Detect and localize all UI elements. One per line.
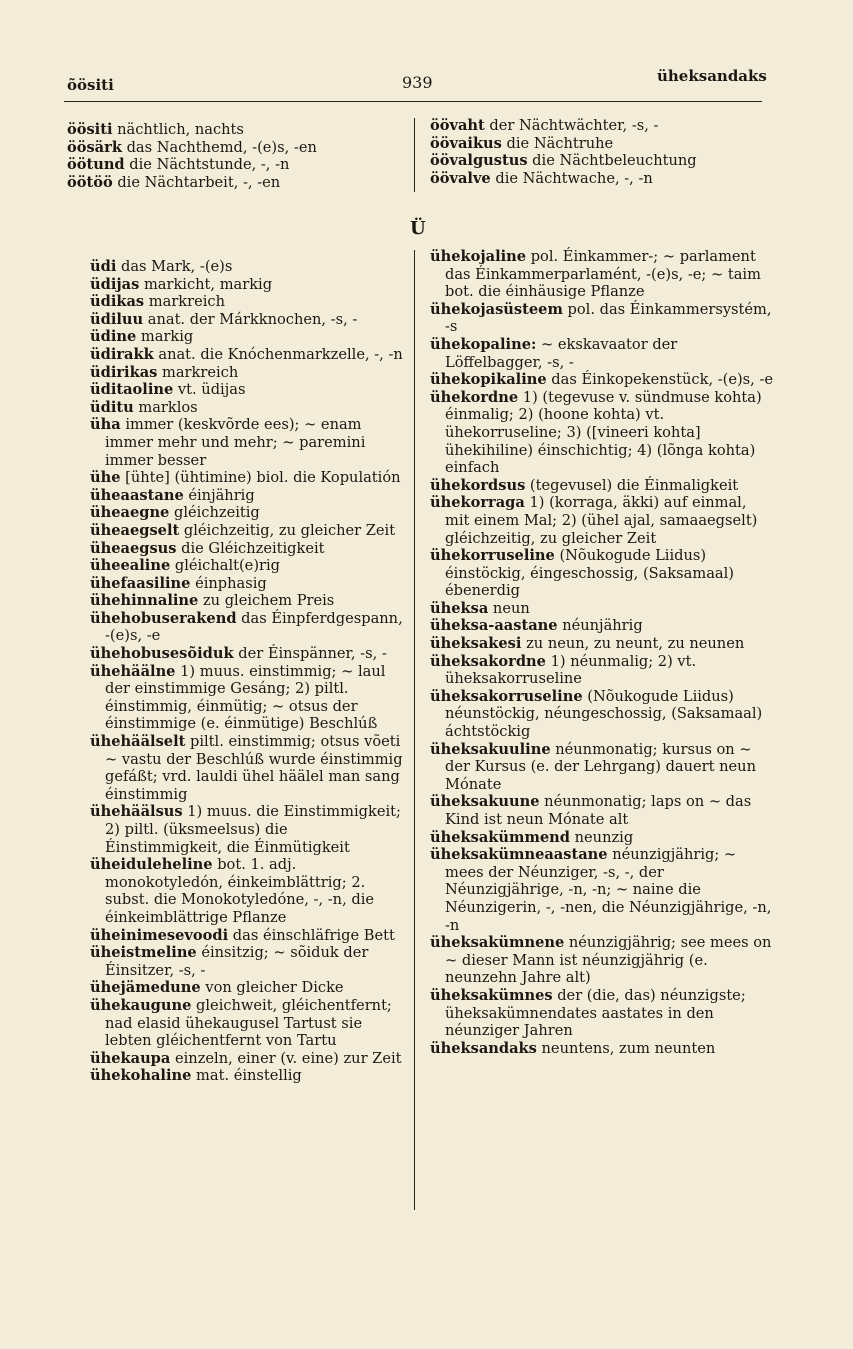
dictionary-entry: [430, 389, 775, 477]
dictionary-entry: [90, 944, 404, 979]
dictionary-entry: [90, 293, 404, 311]
entry-headword: üdijas: [90, 275, 140, 293]
dictionary-entry: [430, 741, 775, 794]
entry-definition: das éinschläfrige Bett: [228, 926, 395, 944]
column-divider-top: [414, 118, 415, 192]
entry-headword: öövalgustus: [430, 152, 528, 170]
entry-definition: anat. der Márkknochen, -s, -: [143, 310, 358, 328]
dictionary-entry: [90, 663, 404, 733]
dictionary-entry: [430, 477, 775, 495]
entry-definition: bot. 1. adj. monokotyledón, éinkeimblättrig; 2. subst. die Monokotyledóne, -, -n, die éinkeimblättrige Pflanze: [105, 856, 375, 926]
entry-headword: üheinimesevoodi: [90, 926, 229, 944]
dictionary-entry: [430, 547, 775, 600]
dictionary-entry: [90, 979, 404, 997]
dictionary-entry: [90, 557, 404, 575]
dictionary-entry: [90, 1067, 404, 1085]
dictionary-entry: [90, 276, 404, 294]
dictionary-entry: [430, 117, 750, 135]
entry-definition: néunmonatig; laps on ~ das Kind ist neun Mónate alt: [445, 793, 752, 828]
entry-definition: nächtlich, nachts: [112, 121, 244, 138]
entry-headword: ühekorraga: [430, 494, 525, 512]
entry-definition: die Nächtstunde, -, -n: [124, 156, 290, 174]
section-letter: Ü: [410, 218, 426, 239]
entry-headword: üdi: [90, 258, 117, 275]
entry-definition: vt. üdijas: [173, 381, 246, 399]
entry-headword: öövalve: [430, 169, 491, 187]
entry-headword: üheksandaks: [430, 1039, 537, 1057]
entry-definition: 1) (tegevuse v. sündmuse kohta) éinmalig; 2) (hoone kohta) vt. ühekorruseline; 3) ([vineeri kohta] ühekihiline) éinschichtig; 4) (lõnga kohta) einfach: [445, 388, 762, 477]
entry-headword: üheksakuuline: [430, 740, 551, 758]
top-left-column: [67, 121, 402, 191]
dictionary-entry: [90, 592, 404, 610]
entry-definition: éinsitzig; ~ sõiduk der Éinsitzer, -s, -: [105, 944, 369, 979]
dictionary-entry: [90, 927, 404, 945]
dictionary-entry: [430, 371, 775, 389]
entry-headword: üheksa: [430, 599, 489, 617]
dictionary-entry: [90, 610, 404, 645]
entry-definition: immer (keskvõrde ees); ~ enam immer mehr und mehr; ~ paremini immer besser: [105, 416, 366, 469]
dictionary-entry: [90, 364, 404, 382]
entry-definition: 1) muus. die Einstimmigkeit; 2) piltl. (üksmeelsus) die Éinstimmigkeit, die Éinmütigkeit: [105, 803, 401, 856]
dictionary-entry: [90, 399, 404, 417]
left-column: [90, 258, 404, 1085]
entry-headword: ühehobusesõiduk: [90, 645, 234, 663]
entry-definition: das Éinkopekenstück, -(e)s, -e: [546, 371, 774, 389]
entry-headword: üheksakesi: [430, 635, 522, 653]
entry-definition: markicht, markig: [139, 275, 273, 293]
column-divider-main: [414, 250, 415, 1210]
entry-definition: (tegevusel) die Éinmaligkeit: [525, 476, 739, 494]
entry-headword: öötöö: [67, 173, 113, 191]
entry-definition: der (die, das) néunzigste; üheksakümnendates aastates in den néunziger Jahren: [445, 986, 746, 1040]
entry-definition: die Gléichzeitigkeit: [176, 539, 325, 557]
dictionary-entry: [430, 653, 775, 688]
dictionary-entry: [90, 487, 404, 505]
dictionary-entry: [430, 1040, 775, 1058]
entry-headword: üheksakorruseline: [430, 687, 583, 705]
entry-headword: üheksakümnene: [430, 934, 565, 952]
entry-definition: neunzig: [570, 828, 634, 846]
entry-headword: öövaht: [430, 117, 485, 134]
page-number: 939: [402, 73, 433, 92]
entry-headword: ühekordsus: [430, 476, 526, 494]
entry-headword: ühehobuserakend: [90, 609, 237, 627]
entry-headword: ühekaugune: [90, 996, 192, 1014]
entry-headword: üheaegsus: [90, 539, 177, 557]
entry-headword: üheksakordne: [430, 652, 546, 670]
entry-definition: néunzigjährig; ~ mees der Néunziger, -s, -, der Néunzigjährige, -n, -n; ~ naine die Néunzigerin, -, -nen, die Néunzigjährige, -n, -n: [445, 846, 772, 934]
entry-definition: zu gleichem Preis: [198, 592, 335, 610]
dictionary-entry: [90, 575, 404, 593]
dictionary-entry: [430, 494, 775, 547]
entry-definition: mat. éinstellig: [191, 1067, 302, 1085]
dictionary-entry: [430, 617, 775, 635]
entry-headword: öösärk: [67, 138, 122, 156]
dictionary-entry: [67, 121, 402, 139]
entry-headword: üditu: [90, 398, 134, 416]
dictionary-entry: [90, 311, 404, 329]
entry-definition: éinphasig: [190, 574, 267, 592]
entry-definition: (Nõukogude Liidus) éinstöckig, éingeschossig, (Saksamaal) ébenerdig: [445, 547, 734, 600]
top-right-column: [430, 117, 750, 187]
entry-headword: ühekopikaline: [430, 371, 547, 389]
entry-definition: der Nächtwächter, -s, -: [484, 117, 659, 134]
entry-definition: die Nächtruhe: [501, 134, 614, 152]
entry-headword: üdirakk: [90, 345, 154, 363]
entry-definition: [ühte] (ühtimine) biol. die Kopulatión: [120, 469, 401, 487]
entry-definition: das Éinpferdgespann, -(e)s, -e: [105, 609, 403, 645]
entry-definition: (Nõukogude Liidus) néunstöckig, néungeschossig, (Saksamaal) áchtstöckig: [445, 687, 763, 741]
entry-definition: néunjährig: [557, 617, 643, 635]
dictionary-entry: [90, 416, 404, 469]
entry-definition: die Nächtarbeit, -, -en: [112, 173, 281, 191]
entry-definition: 1) (korraga, äkki) auf einmal, mit einem Mal; 2) (ühel ajal, samaaegselt) gléichzeitig, zu gleicher Zeit: [445, 494, 758, 547]
entry-headword: ühekopaline:: [430, 335, 537, 353]
dictionary-entry: [90, 540, 404, 558]
entry-headword: ühekordne: [430, 388, 519, 406]
entry-definition: markreich: [157, 363, 239, 381]
entry-definition: einzeln, einer (v. eine) zur Zeit: [170, 1049, 402, 1067]
header-rule: [64, 101, 762, 102]
entry-definition: die Nächtbeleuchtung: [527, 152, 697, 170]
dictionary-entry: [430, 248, 775, 301]
entry-definition: gléichzeitig, zu gleicher Zeit: [179, 521, 396, 539]
entry-definition: pol. Éinkammer-; ~ parlament das Éinkammerparlamént, -(e)s, -e; ~ taim bot. die éinhäusige Pflanze: [445, 248, 761, 301]
entry-definition: das Nachthemd, -(e)s, -en: [121, 138, 317, 156]
entry-headword: ühehäälsus: [90, 803, 183, 821]
entry-headword: üheksakuune: [430, 793, 540, 811]
entry-definition: anat. die Knóchenmarkzelle, -, -n: [153, 345, 403, 363]
entry-definition: von gleicher Dicke: [200, 979, 344, 997]
running-head-right: üheksandaks: [657, 67, 767, 85]
entry-headword: üdikas: [90, 293, 145, 311]
dictionary-entry: [90, 856, 404, 926]
dictionary-entry: [430, 635, 775, 653]
dictionary-entry: [90, 328, 404, 346]
entry-headword: öötund: [67, 156, 125, 174]
entry-definition: éinjährig: [183, 486, 255, 504]
running-head-left-text: ösiti: [77, 76, 114, 94]
entry-definition: neun: [488, 599, 530, 617]
dictionary-entry: [430, 934, 775, 987]
dictionary-entry: [90, 258, 404, 276]
running-head-left: [67, 76, 114, 94]
entry-definition: néunmonatig; kursus on ~ der Kursus (e. der Lehrgang) dauert neun Mónate: [445, 740, 756, 793]
dictionary-entry: [430, 152, 750, 170]
dictionary-entry: [90, 346, 404, 364]
entry-headword: ühekohaline: [90, 1067, 192, 1085]
entry-definition: neuntens, zum neunten: [536, 1039, 716, 1057]
entry-definition: das Mark, -(e)s: [116, 258, 233, 275]
entry-headword: ühe: [90, 469, 121, 487]
entry-definition: marklos: [133, 398, 198, 416]
entry-headword: üha: [90, 416, 121, 434]
entry-headword: üheistmeline: [90, 944, 197, 962]
entry-headword: üdirikas: [90, 363, 158, 381]
right-column: [430, 248, 775, 1057]
running-head-left-initial: õ: [67, 76, 78, 94]
dictionary-entry: [90, 997, 404, 1050]
dictionary-entry: [90, 504, 404, 522]
dictionary-entry: [430, 793, 775, 828]
dictionary-entry: [90, 381, 404, 399]
entry-headword: üheaastane: [90, 486, 184, 504]
dictionary-entry: [430, 829, 775, 847]
dictionary-entry: [90, 733, 404, 803]
entry-headword: ühejämedune: [90, 979, 201, 997]
entry-definition: piltl. einstimmig; otsus võeti ~ vastu der Beschlúß wurde éinstimmig gefáßt; vrd. lauldi ühel häälel man sang éinstimmig: [105, 733, 403, 803]
entry-headword: öösiti: [67, 121, 113, 138]
entry-headword: ühekorruseline: [430, 547, 555, 565]
dictionary-entry: [430, 846, 775, 934]
entry-definition: markreich: [144, 293, 226, 311]
dictionary-entry: [430, 336, 775, 371]
entry-definition: der Éinspänner, -s, -: [233, 645, 387, 663]
entry-headword: üheksakümmend: [430, 828, 570, 846]
entry-definition: zu neun, zu neunt, zu neunen: [521, 635, 745, 653]
entry-definition: gleichweit, gléichentfernt; nad elasid ühekaugusel Tartust sie lebten gléichentfernt von Tartu: [105, 996, 392, 1050]
entry-headword: üheaegne: [90, 504, 170, 522]
entry-headword: üheealine: [90, 557, 171, 575]
entry-definition: néunzigjährig; see mees on ~ dieser Mann ist néunzigjährig (e. neunzehn Jahre alt): [445, 934, 772, 987]
entry-definition: ~ ekskavaator der Löffelbagger, -s, -: [445, 335, 678, 371]
entry-headword: üheksa-aastane: [430, 617, 558, 635]
entry-headword: üheaegselt: [90, 521, 180, 539]
entry-headword: ühefaasiline: [90, 574, 191, 592]
entry-headword: ühehäälselt: [90, 733, 186, 751]
entry-definition: 1) néunmalig; 2) vt. üheksakorruseline: [445, 652, 697, 688]
dictionary-entry: [430, 987, 775, 1040]
dictionary-entry: [90, 803, 404, 856]
dictionary-entry: [90, 522, 404, 540]
entry-definition: pol. das Éinkammersystém, -s: [445, 300, 772, 336]
entry-definition: markig: [136, 328, 194, 346]
dictionary-entry: [67, 156, 402, 174]
entry-definition: die Nächtwache, -, -n: [490, 169, 653, 187]
dictionary-entry: [430, 301, 775, 336]
dictionary-entry: [430, 135, 750, 153]
dictionary-entry: [430, 688, 775, 741]
dictionary-entry: [90, 645, 404, 663]
entry-headword: üditaoline: [90, 381, 174, 399]
dictionary-entry: [430, 600, 775, 618]
entry-headword: üdiluu: [90, 310, 144, 328]
entry-headword: üdine: [90, 328, 137, 346]
entry-definition: gléichzeitig: [169, 504, 260, 522]
entry-headword: üheiduleheline: [90, 856, 213, 874]
dictionary-entry: [67, 139, 402, 157]
dictionary-entry: [90, 469, 404, 487]
dictionary-entry: [430, 170, 750, 188]
entry-definition: 1) muus. einstimmig; ~ laul der einstimmige Gesáng; 2) piltl. éinstimmig, éinmütig; ~ otsus der éinstimmige (e. éinmütige) Beschlúß: [105, 662, 386, 733]
entry-headword: ühehäälne: [90, 662, 176, 680]
dictionary-entry: [67, 174, 402, 192]
entry-headword: öövaikus: [430, 134, 502, 152]
entry-headword: üheksakümnes: [430, 986, 553, 1004]
entry-headword: ühekojasüsteem: [430, 300, 563, 318]
entry-headword: ühehinnaline: [90, 592, 199, 610]
entry-definition: gléichalt(e)rig: [170, 557, 281, 575]
entry-headword: üheksakümneaastane: [430, 846, 608, 864]
entry-headword: ühekaupa: [90, 1049, 171, 1067]
dictionary-entry: [90, 1050, 404, 1068]
entry-headword: ühekojaline: [430, 248, 527, 265]
